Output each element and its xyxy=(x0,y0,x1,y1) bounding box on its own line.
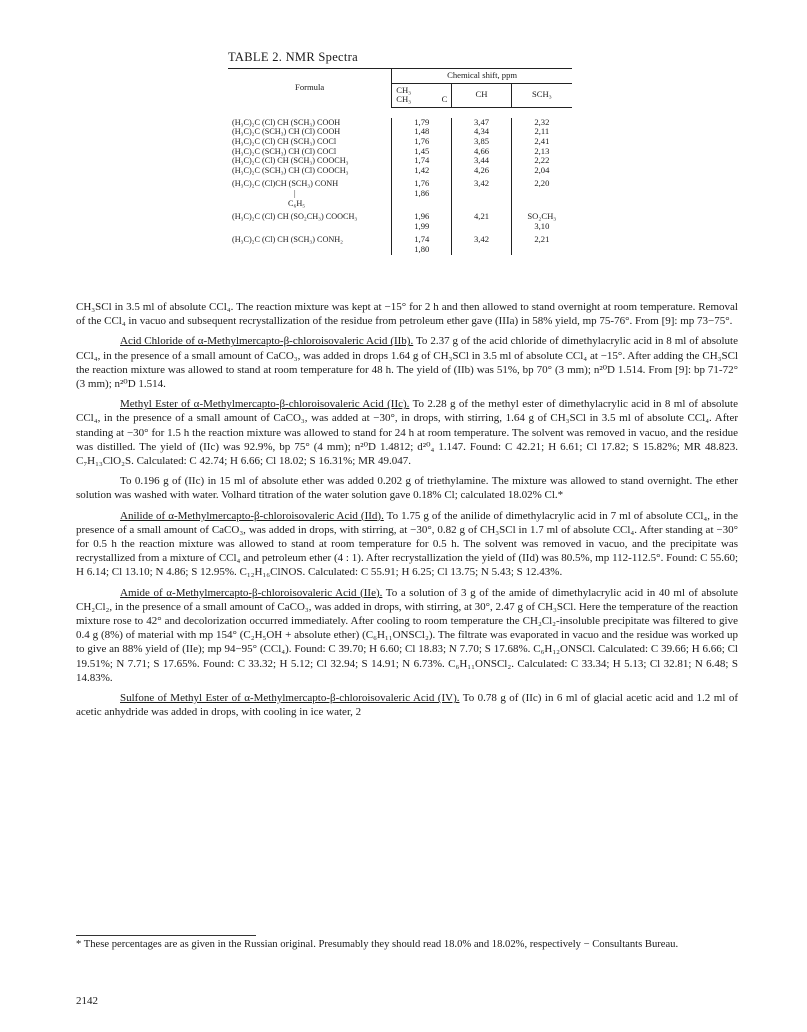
formula-line: (H₃C)₂C (Cl) CH (SO₂CH₃) COOCH₃ xyxy=(232,212,358,222)
paragraph xyxy=(76,691,738,719)
cell-cme2 xyxy=(392,231,452,254)
cell-cme2-value: 1,76 xyxy=(414,178,430,189)
cell-cme2-value: 1,76 xyxy=(414,135,430,146)
header-col-ch: CH xyxy=(452,83,511,107)
cell-ch xyxy=(452,208,511,231)
paragraph-text: To 1.75 g of the anilide of dimethylacrylic acid in 7 ml of absolute CCl₄, in the presence of a small amount of CaCO₃, was added in drops, with stirring, at −30°, 0.82 g of CH₃SCl in 1.7 ml of absolute CCl₄. After standing at −30° for 0.5 h the reaction mixture was allowed to stand at room temperature for 0.5 h. The solvent was removed in vacuo, and the precipitate was recrystallized from a mixture of CCl₄ and petroleum ether (4 : 1). After recrystallization the yield of (IId) was 80.5%, mp 112-112.5°. Found: C 55.60; H 6.14; Cl 13.10; N 4.86; S 12.95%. C₁₂H₁₆ClNOS. Calculated: C 55.91; H 6.25; Cl 13.75; N 5.43; S 12.43%. xyxy=(76,509,738,579)
paragraph xyxy=(76,586,738,685)
paragraph-text: To 2.37 g of the acid chloride of dimethylacrylic acid in 8 ml of absolute CCl₄, in the presence of a small amount of CaCO₃, was added in drops 1.64 g of CH₃SCl in 3.5 ml of absolute CCl₄ at −15°. After adding the CH₃SCl the reaction mixture was allowed to stand at room temperature for 48 h. The yield of (IIb) was 51%, bp 70° (3 mm); n²⁰D 1.514. From [9]: bp 71-72° (3 mm); n²⁰D 1.514. xyxy=(76,335,738,391)
cell-formula xyxy=(228,231,392,254)
cell-sch3-value: SO₂CH₃ xyxy=(527,211,557,222)
cell-cme2-value: 1,79 xyxy=(414,116,430,127)
cell-cme2-value: 1,48 xyxy=(414,126,430,137)
paragraph-text: To 0.196 g of (IIc) in 15 ml of absolute ether was added 0.202 g of triethylamine. The mixture was allowed to stand overnight. The ether solution was washed with water. Volhard titration of the water solution gave 0.18% Cl; calculated 18.02% Cl.* xyxy=(76,475,738,502)
cell-sch3-value: 2,21 xyxy=(534,234,550,245)
formula-line: (H₃C)₂C (Cl) CH (SCH₃) COOH xyxy=(232,117,341,127)
cell-sch3-value: 2,20 xyxy=(534,178,550,189)
paragraph-text: CH₃SCl in 3.5 ml of absolute CCl₄. The reaction mixture was kept at −15° for 2 h and then allowed to stand overnight at room temperature. Removal of the CCl₄ in vacuo and subsequent recrystallization of the residue from petroleum ether gave (IIIa) in 58% yield, mp 75-76°. From [9]: mp 73−75°. xyxy=(76,301,738,328)
cell-ch-value: 3,42 xyxy=(474,234,490,245)
header-chemical-shift: Chemical shift, ppm xyxy=(392,69,572,84)
formula-bond-line: | xyxy=(294,188,296,198)
cell-sch3 xyxy=(511,231,572,254)
formula-substituent-line: C₆H₅ xyxy=(288,198,306,208)
cell-cme2-value-2: 1,99 xyxy=(414,220,430,231)
section-heading: Methyl Ester of α-Methylmercapto-β-chloroisovaleric Acid (IIc). xyxy=(120,398,410,411)
paragraph xyxy=(76,474,738,502)
formula-line: (H₃C)₂C (Cl) CH (SCH₃) COCl xyxy=(232,136,337,146)
section-heading: Sulfone of Methyl Ester of α-Methylmercapto-β-chloroisovaleric Acid (IV). xyxy=(120,692,460,705)
formula-line: (H₃C)₂C (Cl) CH (SCH₃) COOCH₃ xyxy=(232,156,349,166)
paragraph-text: To 0.78 g of (IIc) in 6 ml of glacial acetic acid and 1.2 ml of acetic anhydride was added in drops, with cooling in ice water, 2 xyxy=(76,692,738,719)
article-body xyxy=(76,300,738,725)
cell-sch3-value-2: 3,10 xyxy=(534,220,550,231)
formula-line: (H₃C)₂C (SCH₃) CH (Cl) COOH xyxy=(232,127,341,137)
cell-ch-value: 3,44 xyxy=(474,155,490,166)
cell-cme2-value: 1,74 xyxy=(414,234,430,245)
header-formula: Formula xyxy=(228,69,392,108)
paragraph xyxy=(76,397,738,468)
cell-ch xyxy=(452,166,511,176)
cell-ch-value: 3,85 xyxy=(474,135,490,146)
header-col-cme2-bottom: CH₃ xyxy=(396,94,412,105)
page-number: 2142 xyxy=(76,995,98,1007)
cell-sch3-value: 2,13 xyxy=(534,145,550,156)
cell-sch3-value: 2,32 xyxy=(534,116,550,127)
cell-sch3-value: 2,11 xyxy=(534,126,550,137)
table-row xyxy=(228,175,572,208)
cell-formula xyxy=(228,166,392,176)
cell-formula xyxy=(228,208,392,231)
cell-cme2-value-2: 1,86 xyxy=(414,187,430,198)
cell-sch3 xyxy=(511,175,572,208)
table-row xyxy=(228,166,572,176)
cell-ch-value: 4,34 xyxy=(474,126,490,137)
cell-ch xyxy=(452,231,511,254)
table-row xyxy=(228,156,572,166)
cell-ch-value: 3,47 xyxy=(474,116,490,127)
cell-ch xyxy=(452,175,511,208)
cell-ch-value: 4,66 xyxy=(474,145,490,156)
cell-formula xyxy=(228,127,392,137)
cell-formula xyxy=(228,118,392,128)
footnote-rule xyxy=(76,935,256,936)
table-title: TABLE 2. NMR Spectra xyxy=(228,50,358,64)
table-row xyxy=(228,137,572,147)
header-col-sch3: SCH₃ xyxy=(511,83,572,107)
formula-line: (H₃C)₂C (Cl)CH (SCH₃) CONH xyxy=(232,179,339,189)
cell-formula xyxy=(228,147,392,157)
section-heading: Acid Chloride of α-Methylmercapto-β-chloroisovaleric Acid (IIb). xyxy=(120,335,414,348)
header-col-cme2 xyxy=(392,83,452,107)
formula-line: (H₃C)₂C (SCH₃) CH (Cl) COOCH₃ xyxy=(232,165,349,175)
table-row xyxy=(228,118,572,128)
nmr-table xyxy=(228,68,572,255)
header-col-cme2-top: CH₃ xyxy=(396,84,412,95)
cell-cme2 xyxy=(392,208,452,231)
cell-cme2-value: 1,42 xyxy=(414,164,430,175)
formula-line: (H₃C)₂C (Cl) CH (SCH₃) CONH₂ xyxy=(232,235,344,245)
cell-sch3-value: 2,41 xyxy=(534,135,550,146)
formula-line: (H₃C)₂C (SCH₃) CH (Cl) COCl xyxy=(232,146,337,156)
cell-cme2-value-2: 1,80 xyxy=(414,243,430,254)
header-col-cme2-c: C xyxy=(441,94,448,105)
cell-sch3-value: 2,04 xyxy=(534,164,550,175)
paragraph xyxy=(76,300,738,328)
cell-cme2-value: 1,45 xyxy=(414,145,430,156)
cell-cme2-value: 1,74 xyxy=(414,155,430,166)
cell-formula xyxy=(228,137,392,147)
cell-ch-value: 3,42 xyxy=(474,178,490,189)
paragraph xyxy=(76,509,738,580)
cell-ch-value: 4,26 xyxy=(474,164,490,175)
cell-formula xyxy=(228,175,392,208)
table-row xyxy=(228,231,572,254)
table-row xyxy=(228,208,572,231)
footnote: * These percentages are as given in the Russian original. Presumably they should read 18.0% and 18.02%, respectively − Consultants Bureau. xyxy=(76,939,679,950)
table-row xyxy=(228,147,572,157)
table-row xyxy=(228,127,572,137)
paragraph-text: To a solution of 3 g of the amide of dimethylacrylic acid in 40 ml of absolute CH₂Cl₂, in the presence of a small amount of CaCO₃, was added in drops, with stirring, at 30°, 2.47 g of CH₃SCl. Here the temperature of the reaction mixture rose to 42° and decolorization occurred immediately. After cooling to room temperature the CH₂Cl₂-insoluble precipitate was filtered to give 0.4 g (8%) of material with mp 154° (C₂H₅OH + absolute ether) (C₆H₁₁ONSCl₂). The filtrate was evaporated in vacuo and the residue was worked up to give an 88% yield of (IIe); mp 94−95° (CCl₄). Found: C 39.70; H 6.60; Cl 18.83; N 7.70; S 17.68%. C₆H₁₂ONSCl. Calculated: C 39.66; H 6.66; Cl 19.51%; N 7.71; S 17.65%. Found: C 33.32; H 5.12; Cl 32.94; S 14.91; N 6.73%. C₆H₁₁ONSCl₂. Calculated: C 33.34; H 5.13; Cl 32.81; N 6.48; S 14.83%. xyxy=(76,586,739,684)
cell-cme2-value: 1,96 xyxy=(414,211,430,222)
cell-cme2 xyxy=(392,175,452,208)
cell-cme2 xyxy=(392,166,452,176)
section-heading: Anilide of α-Methylmercapto-β-chloroisovaleric Acid (IId). xyxy=(120,509,384,522)
cell-sch3 xyxy=(511,208,572,231)
paragraph-text: To 2.28 g of the methyl ester of dimethylacrylic acid in 8 ml of absolute CCl₄, in the presence of a small amount of CaCO₃, was added at −30°, in drops, with stirring, 1.64 g of CH₃SCl in 3.5 ml of absolute CCl₄. After standing at −30° for 1.5 h the reaction mixture was allowed to stand for 24 h at room temperature. The solvent was removed in vacuo, and the residue was distilled. The yield of (IIc) was 92.9%, bp 75° (4 mm); n²⁰D 1.4812; d²⁰₄ 1.147. Found: C 42.21; H 6.61; Cl 17.82; S 15.82%; MR 48.823. C₇H₁₃ClO₂S. Calculated: C 42.74; H 6.66; Cl 18.02; S 16.31%; MR 49.047. xyxy=(76,398,739,468)
cell-sch3-value: 2,22 xyxy=(534,155,550,166)
cell-sch3 xyxy=(511,166,572,176)
cell-formula xyxy=(228,156,392,166)
paragraph xyxy=(76,334,738,391)
cell-ch-value: 4,21 xyxy=(474,211,490,222)
section-heading: Amide of α-Methylmercapto-β-chloroisovaleric Acid (IIe). xyxy=(120,586,383,599)
